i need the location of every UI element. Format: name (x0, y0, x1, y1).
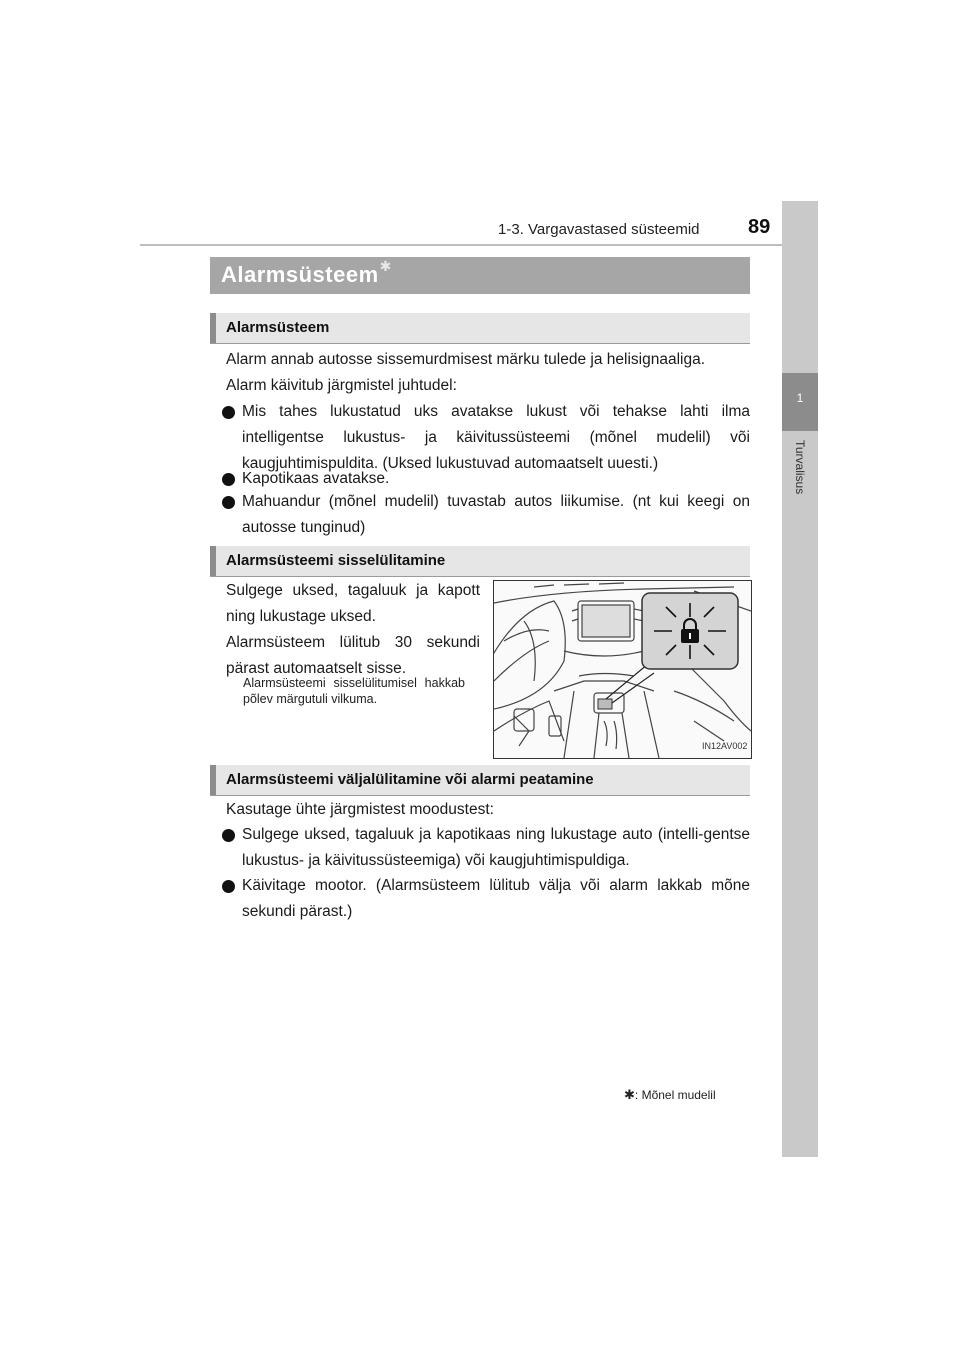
page-title (221, 258, 392, 288)
paragraph: Alarm käivitub järgmistel juhtudel: (226, 377, 457, 394)
page-number: 89 (748, 216, 771, 238)
section-reference: 1-3. Vargavastased süsteemid (498, 221, 700, 238)
list-item-text: Mahuandur (mõnel mudelil) tuvastab autos liikumise. (nt kui keegi on autosse tunginud) (242, 493, 750, 536)
asterisk-icon: ✱ (624, 1087, 635, 1102)
section-heading-text: Alarmsüsteemi väljalülitamine või alarmi peatamine (226, 771, 594, 788)
list-item-text: Sulgege uksed, tagaluuk ja kapotikaas ning lukustage auto (intelli-gentse lukustus- ja käivitussüsteemiga) või kaugjuhtimispuldiga. (242, 826, 750, 869)
paragraph: Sulgege uksed, tagaluuk ja kapott ning lukustage uksed. (226, 582, 480, 625)
list-item-text: Kapotikaas avatakse. (242, 470, 390, 487)
footnote-text: : Mõnel mudelil (634, 1088, 716, 1102)
section-heading-text: Alarmsüsteem (226, 319, 330, 336)
chapter-number: 1 (796, 391, 804, 405)
bullet-icon (222, 473, 235, 486)
bullet-icon (222, 406, 235, 419)
paragraph: Kasutage ühte järgmistest moodustest: (226, 801, 494, 818)
paragraph: Alarmsüsteem lülitub 30 sekundi pärast automaatselt sisse. (226, 634, 480, 677)
bullet-icon (222, 880, 235, 893)
list-item (222, 873, 750, 925)
figure-code: IN12AV002 (702, 741, 748, 751)
section-heading-deactivation (210, 765, 750, 796)
footnote (624, 1087, 716, 1103)
list-item (222, 822, 750, 874)
page-title-text: Alarmsüsteem (221, 262, 379, 287)
heading-marker (210, 313, 216, 343)
asterisk-icon: ✱ (379, 258, 392, 274)
heading-marker (210, 546, 216, 576)
bullet-icon (222, 496, 235, 509)
header-divider (140, 244, 818, 246)
bullet-icon (222, 829, 235, 842)
list-item-text: Käivitage mootor. (Alarmsüsteem lülitub välja või alarm lakkab mõne sekundi pärast.) (242, 877, 750, 920)
dashboard-illustration (493, 580, 752, 759)
dashboard-drawing (494, 581, 751, 758)
chapter-label-wrap (780, 440, 820, 560)
chapter-label: Turvalisus (793, 440, 807, 495)
list-item-text: Mis tahes lukustatud uks avatakse lukust või tehakse lahti ilma intelligentse lukustus- ja käivitussüsteemi (mõnel mudelil) või kaugjuhtimispuldita. (Uksed lukustuvad automaatselt uuesti.) (242, 403, 750, 472)
section-heading-text: Alarmsüsteemi sisselülitamine (226, 552, 446, 569)
note-text: Alarmsüsteemi sisselülitumisel hakkab põlev märgutuli vilkuma. (243, 676, 465, 706)
list-item (222, 489, 750, 541)
paragraph: Alarm annab autosse sissemurdmisest märku tulede ja helisignaaliga. (226, 351, 706, 368)
heading-marker (210, 765, 216, 795)
chapter-tab-strip (782, 201, 818, 1157)
section-heading-alarm (210, 313, 750, 344)
section-heading-activation (210, 546, 750, 577)
